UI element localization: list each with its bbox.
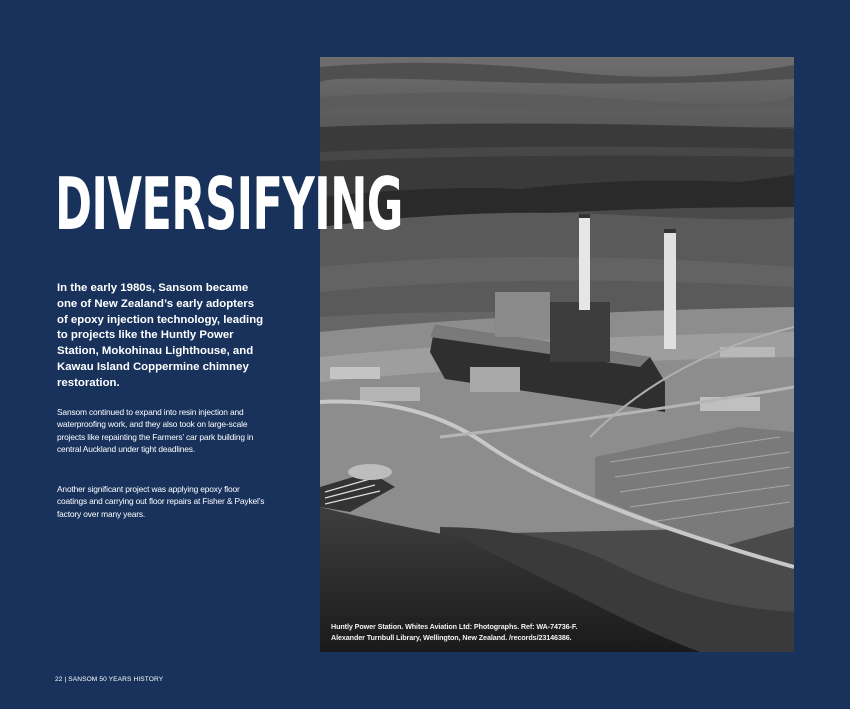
page-title: DIVERSIFYING xyxy=(55,162,403,246)
body-paragraph-1: Sansom continued to expand into resin injection and waterproofing work, and they also took on large-scale projects like repainting the Farmers’ car park building in central Auckland under tight deadlines. xyxy=(57,407,254,455)
lead-paragraph: In the early 1980s, Sansom became one of New Zealand’s early adopters of epoxy injection technology, leading to projects like the Huntly Power Station, Mokohinau Lighthouse, and Kawau Island Coppermine chimney restoration. xyxy=(57,282,264,389)
photo-caption xyxy=(331,622,784,643)
power-station-photo xyxy=(320,57,794,652)
photo-caption-line-1: Huntly Power Station. Whites Aviation Ltd: Photographs. Ref: WA-74736-F. xyxy=(331,622,578,631)
photo-caption-line-2: Alexander Turnbull Library, Wellington, New Zealand. /records/23146386. xyxy=(331,632,572,642)
page-footer: 22 | SANSOM 50 YEARS HISTORY xyxy=(55,676,164,683)
aerial-photo-illustration xyxy=(320,57,794,652)
body-paragraph-2: Another significant project was applying epoxy floor coatings and carrying out floor repairs at Fisher & Paykel’s factory over many years. xyxy=(57,484,265,519)
